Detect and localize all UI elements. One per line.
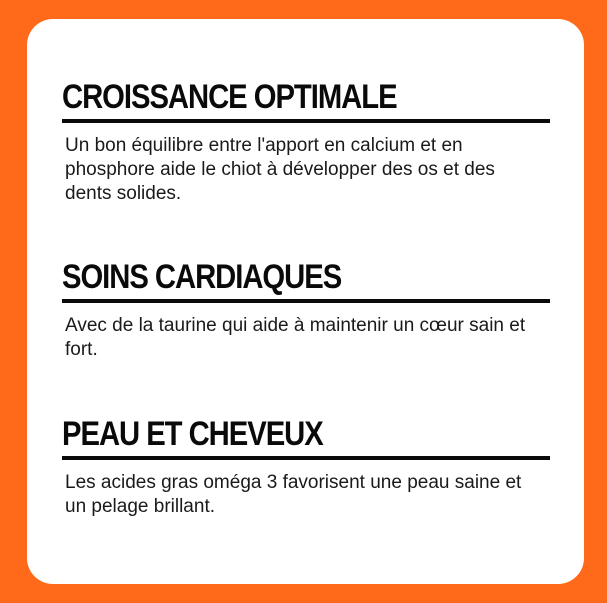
heading-divider	[62, 456, 550, 460]
section-body: Les acides gras oméga 3 favorisent une peau saine et un pelage brillant.	[65, 472, 522, 517]
benefits-card	[27, 19, 584, 584]
section-body: Un bon équilibre entre l'apport en calcium et en phosphore aide le chiot à développer des os et des dents solides.	[65, 135, 495, 204]
section-heading: CROISSANCE OPTIMALE	[62, 78, 397, 116]
heading-divider	[62, 119, 550, 123]
section-heading: PEAU ET CHEVEUX	[62, 415, 323, 453]
section-croissance-optimale	[62, 79, 550, 206]
section-soins-cardiaques	[62, 259, 550, 362]
section-heading: SOINS CARDIAQUES	[62, 258, 342, 296]
section-peau-et-cheveux	[62, 416, 550, 519]
heading-divider	[62, 299, 550, 303]
section-body: Avec de la taurine qui aide à maintenir un cœur sain et fort.	[65, 315, 526, 360]
